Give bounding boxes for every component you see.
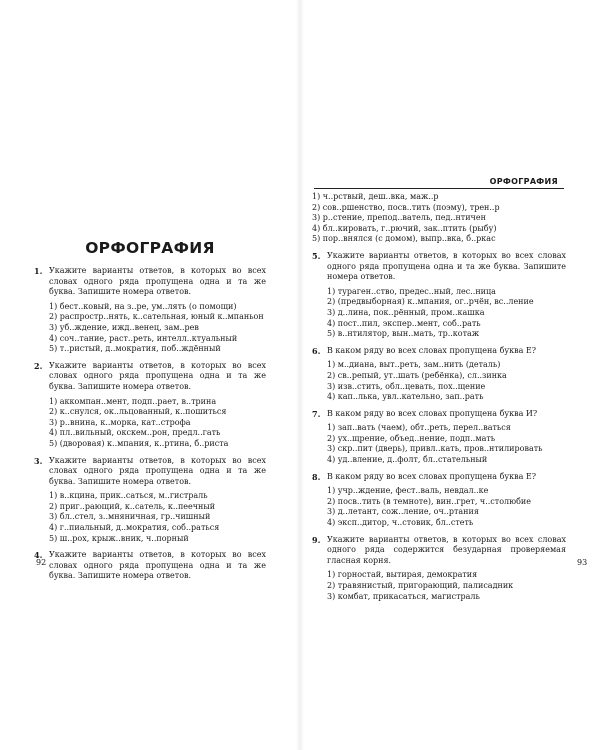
answer-option: 4) пост..пил, экспер..мент, соб..рать: [327, 318, 481, 328]
question-number: 4.: [34, 550, 43, 561]
answer-option: 2) травянистый, пригорающий, палисадник: [327, 581, 514, 590]
question-text: Укажите варианты ответов, в которых во всех словах одного ряда пропущена одна и та же буква. Запишите номера ответов.: [49, 550, 266, 581]
answer-option: 1) в..кцина, прик..саться, м..гистраль: [49, 491, 208, 501]
answer-option: 3) бл..стел, з..мняничная, гр..чишный: [49, 512, 211, 522]
answer-option: 3) изв..стить, обл..цевать, пох..щение: [327, 381, 486, 391]
answer-option: 1) ч..рствый, деш..вка, маж..р: [312, 192, 439, 201]
question-block: [312, 472, 566, 529]
answer-option: 1) бест..ковый, на з..ре, ум..лять (о помощи): [49, 301, 237, 311]
question-text: Укажите варианты ответов, в которых во всех словах одного ряда пропущена одна и та же буква. Запишите номера ответов.: [327, 250, 566, 282]
question-number: 7.: [312, 408, 321, 419]
question-number: 8.: [312, 471, 321, 482]
answer-option: 3) д..лина, пок..рённый, пром..кашка: [327, 307, 485, 317]
question-text: В каком ряду во всех словах пропущена буква Е?: [327, 471, 537, 481]
answer-options: [327, 570, 566, 602]
answer-option: 4) бл..кировать, г..рючий, зак..птить (рыбу): [312, 223, 497, 233]
question-number: 9.: [312, 534, 321, 545]
answer-option: 4) кап..лька, увл..кательно, зап..рать: [327, 392, 484, 402]
question-block: [34, 550, 266, 582]
question-number: 5.: [312, 250, 321, 261]
question-text: В каком ряду во всех словах пропущена буква И?: [327, 408, 538, 418]
answer-options: [327, 287, 566, 340]
running-header: ОРФОГРАФИЯ: [489, 177, 558, 186]
answer-options: [49, 302, 266, 355]
answer-options: [49, 491, 266, 544]
answer-option: 3) комбат, прикасаться, магистраль: [327, 591, 480, 601]
answer-option: 1) аккомпан..мент, подп..рает, в..трина: [49, 396, 217, 406]
question-number: 3.: [34, 455, 43, 466]
answer-option: 1) учр..ждение, фест..валь, невдал..ке: [327, 486, 489, 496]
left-page-content: [34, 266, 266, 582]
answer-option: 2) ух..щрение, объед..нение, подп..мать: [327, 433, 496, 443]
question-text: Укажите варианты ответов, в которых во всех словах одного ряда содержится безударная проверяемая гласная корня.: [327, 534, 566, 565]
continued-options: [312, 192, 566, 245]
answer-option: 2) св..репый, ут..шать (ребёнка), сл..зинка: [327, 370, 507, 380]
answer-option: 1) зап..вать (чаем), обт..реть, перел..ваться: [327, 423, 511, 433]
answer-option: 3) скр..пит (дверь), привл..кать, пров..нтилировать: [327, 444, 543, 454]
answer-option: 3) р..стение, препод..ватель, пед..нтичен: [312, 213, 486, 223]
answer-option: 2) распростр..нять, к..сательная, юный к..мпаньон: [49, 312, 264, 322]
page-title: ОРФОГРАФИЯ: [85, 239, 215, 257]
answer-option: 1) горностай, вытирая, демократия: [327, 570, 478, 580]
answer-option: 4) г..пиальный, д..мократия, соб..раться: [49, 523, 220, 533]
question-block: [34, 266, 266, 355]
right-page: [300, 0, 600, 750]
answer-option: 4) уд..вление, д..фолт, бл..стательный: [327, 455, 488, 465]
question-block: [34, 456, 266, 545]
answer-option: 3) р..внина, к..морка, кат..строфа: [49, 417, 191, 427]
question-number: 2.: [34, 360, 43, 371]
question-block: [312, 535, 566, 603]
answer-option: 1) м..диана, выт..реть, зам..нить (деталь): [327, 360, 501, 370]
answer-option: 2) приг..рающий, к..сатель, к..пеечный: [49, 501, 216, 511]
answer-options: [49, 397, 266, 450]
answer-option: 1) тураген..ство, предес..ный, лес..ница: [327, 286, 496, 296]
answer-option: 4) соч..тание, раст..реть, интелл..ктуальный: [49, 333, 238, 343]
answer-options: [327, 360, 566, 402]
answer-option: 5) т..ристый, д..мократия, поб..ждённый: [49, 344, 221, 354]
answer-option: 5) пор..внялся (с домом), выпр..вка, б..ркас: [312, 234, 496, 244]
question-text: Укажите варианты ответов, в которых во всех словах одного ряда пропущена одна и та же буква. Запишите номера ответов.: [49, 455, 266, 486]
question-number: 6.: [312, 345, 321, 356]
answer-option: 4) эксп..дитор, ч..стовик, бл..стеть: [327, 518, 474, 528]
answer-option: 3) д..летант, сож..ление, оч..ртания: [327, 507, 479, 517]
answer-option: 5) ш..рох, крыж..вник, ч..порный: [49, 533, 189, 543]
question-block: [34, 361, 266, 450]
question-block: [312, 251, 566, 340]
answer-options: [327, 423, 566, 465]
answer-option: 3) уб..ждение, ижд..венец, зам..рев: [49, 322, 199, 332]
answer-option: 2) к..снулся, ок..льцованный, к..пошиться: [49, 407, 227, 417]
answer-options: [327, 486, 566, 528]
answer-option: 2) посв..тить (в темноте), вин..грет, ч..столюбие: [327, 496, 531, 506]
answer-option: 4) пл..вильный, окскем..рон, предл..гать: [49, 428, 221, 438]
question-text: Укажите варианты ответов, в которых во всех словах одного ряда пропущена одна и та же буква. Запишите номера ответов.: [49, 360, 266, 391]
page-number-left: 92: [36, 558, 47, 567]
question-text: Укажите варианты ответов, в которых во всех словах одного ряда пропущена одна и та же буква. Запишите номера ответов.: [49, 266, 266, 297]
header-rule: [314, 188, 564, 189]
answer-option: 2) сов..ршенство, посв..тить (поэму), трен..р: [312, 202, 500, 212]
right-page-content: [312, 192, 566, 602]
question-text: В каком ряду во всех словах пропущена буква Е?: [327, 345, 537, 355]
question-block: [312, 346, 566, 403]
question-block: [312, 409, 566, 466]
answer-option: 2) (предвыборная) к..мпания, ог..рчён, вс..ление: [327, 297, 534, 307]
page-number-right: 93: [577, 558, 588, 567]
answer-option: 5) в..нтилятор, вын..мать, тр..котаж: [327, 329, 480, 339]
question-number: 1.: [34, 266, 43, 276]
answer-option: 5) (дворовая) к..мпания, к..ртина, б..риста: [49, 438, 229, 448]
